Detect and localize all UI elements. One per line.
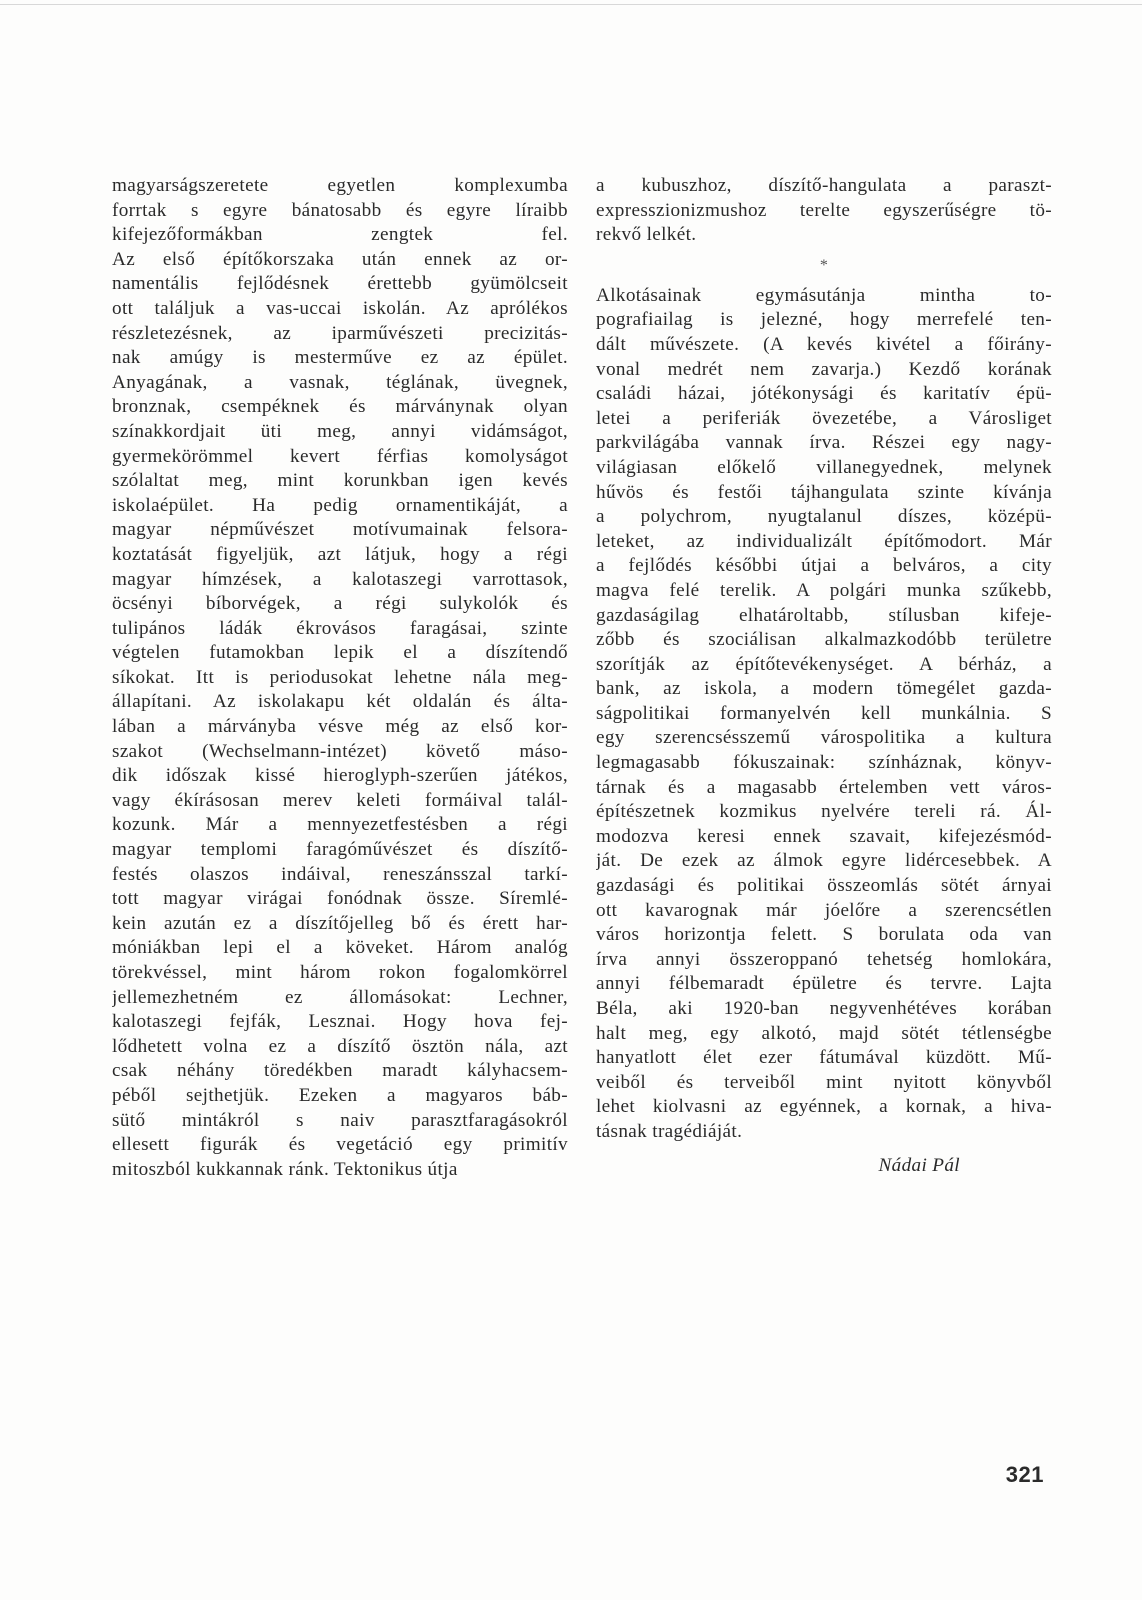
text-line: parkvilágába vannak írva. Részei egy nagy- xyxy=(596,432,1052,454)
text-line: Alkotásainak egymásutánja mintha to- xyxy=(596,284,1052,306)
text-line: lehet kiolvasni az egyénnek, a kornak, a hiva- xyxy=(596,1096,1052,1118)
text-line: veiből és terveiből mint nyitott könyvből xyxy=(596,1071,1052,1093)
text-line: Béla, aki 1920-ban negyvenhétéves korában xyxy=(596,998,1052,1019)
text-line: város horizontja felett. S borulata oda van xyxy=(596,924,1052,946)
text-line: lában a márványba vésve még az első kor- xyxy=(112,716,568,738)
text-line: csak néhány töredékben maradt kályhacsem- xyxy=(112,1060,568,1082)
text-line: kozunk. Már a mennyezetfestésben a régi xyxy=(112,814,568,836)
text-line: sütő mintákról s naiv parasztfaragásokról xyxy=(112,1109,568,1131)
author-signature: Nádai Pál xyxy=(878,1154,960,1176)
text-line: magva felé terelik. A polgári munka szűkebb, xyxy=(596,579,1052,601)
text-line: családi házai, jótékonysági és karitatív épü- xyxy=(596,383,1052,405)
text-line: dik időszak kissé hieroglyph-szerűen játékos, xyxy=(112,765,568,787)
text-line: ságpolitikai formanyelvén kell munkálnia. S xyxy=(596,702,1052,724)
text-line: szakot (Wechselmann-intézet) követő máso- xyxy=(112,740,568,762)
text-line: öcsényi bíborvégek, a régi sulykolók és xyxy=(112,593,568,615)
text-line: bronznak, csempéknek és márványnak olyan xyxy=(112,396,568,418)
text-line: halt meg, egy alkotó, majd sötét tétlenségbe xyxy=(596,1022,1052,1044)
text-line: kifejezőformákban zengtek fel. xyxy=(112,224,568,246)
text-line: tárnak és a magasabb értelemben vett város- xyxy=(596,776,1052,798)
text-line: péből sejthetjük. Ezeken a magyaros báb- xyxy=(112,1084,568,1106)
text-line: leteket, az individualizált építőmodort. Már xyxy=(596,530,1052,552)
text-line: részletezésnek, az iparművészeti precizitás- xyxy=(112,322,568,344)
text-line: egy szerencsésszemű várospolitika a kultura xyxy=(596,727,1052,749)
text-line: a kubuszhoz, díszítő-hangulata a paraszt- xyxy=(596,175,1052,196)
text-line: modozva keresi ennek szavait, kifejezésmód- xyxy=(596,825,1052,847)
text-line: ját. De ezek az álmok egyre lidércesebbek. A xyxy=(596,850,1052,872)
text-line: letei a periferiák övezetébe, a Városliget xyxy=(596,407,1052,429)
text-line: tulipános ládák ékrovásos faragásai, szinte xyxy=(112,617,568,639)
text-line: építészetnek kozmikus nyelvére tereli rá. Ál- xyxy=(596,801,1052,823)
text-line: végtelen futamokban lepik el a díszítendő xyxy=(112,642,568,664)
text-line: hanyatlott élet ezer fátumával küzdött. Mű- xyxy=(596,1047,1052,1069)
text-line: tásnak tragédiáját. xyxy=(596,1120,743,1142)
text-line: színakkordjait üti meg, annyi vidámságot, xyxy=(112,420,568,442)
text-line: ellesett figurák és vegetáció egy primitív xyxy=(112,1134,568,1156)
section-divider-asterisk: * xyxy=(819,256,829,274)
text-line: kalotaszegi fejfák, Lesznai. Hogy hova fej- xyxy=(112,1011,568,1033)
text-line: expresszionizmushoz terelte egyszerűségre tö- xyxy=(596,199,1052,221)
text-line: nak amúgy is mesterműve ez az épület. xyxy=(112,347,568,369)
text-line: szorítják az építőtevékenységet. A bérház, a xyxy=(596,653,1052,675)
text-line: lődhetett volna ez a díszítő ösztön nála, azt xyxy=(112,1035,568,1057)
text-line: forrtak s egyre bánatosabb és egyre líraibb xyxy=(112,199,568,221)
text-line: gazdasági és politikai összeomlás sötét árnyai xyxy=(596,875,1052,897)
right-text-column xyxy=(596,174,1052,1179)
text-line: vonal medrét nem zavarja.) Kezdő korának xyxy=(596,358,1052,380)
text-line: vagy ékírásosan merev keleti formáival talál- xyxy=(112,789,568,811)
text-line: törekvéssel, mint három rokon fogalomkörrel xyxy=(112,962,568,983)
text-line: szólaltat meg, mint korunkban igen kevés xyxy=(112,470,568,492)
text-line: hűvös és festői tájhangulata szinte kívánja xyxy=(596,481,1052,503)
right-column-continuation xyxy=(596,174,1052,248)
text-line: tott magyar virágai fonódnak össze. Síremlé- xyxy=(112,888,568,910)
text-line: a polychrom, nyugtalanul díszes, középü- xyxy=(596,506,1052,528)
text-line: magyar népművészet motívumainak felsora- xyxy=(112,519,568,541)
text-line: gazdaságilag elhatároltabb, stílusban kifeje- xyxy=(596,604,1052,626)
text-line: ott találjuk a vas-uccai iskolán. Az aprólékos xyxy=(112,297,568,319)
text-line: festés olaszos indáival, reneszánsszal tarkí- xyxy=(112,863,568,885)
text-line: bank, az iskola, a modern tömegélet gazda- xyxy=(596,678,1052,700)
text-line: mitoszból kukkannak ránk. Tektonikus útja xyxy=(112,1158,458,1180)
text-line: namentális fejlődésnek érettebb gyümölcseit xyxy=(112,273,568,295)
text-line: annyi félbemaradt épületre és tervre. Lajta xyxy=(596,973,1052,995)
top-edge-rule xyxy=(0,4,1142,5)
text-line: zőbb és szociálisan alkalmazkodóbb területre xyxy=(596,629,1052,651)
text-line: síkokat. Itt is periodusokat lehetne nála meg- xyxy=(112,666,568,688)
text-line: gyermekörömmel kevert férfias komolyságot xyxy=(112,445,568,467)
text-line: ott kavarognak már jóelőre a szerencsétlen xyxy=(596,899,1052,921)
text-line: magyar hímzések, a kalotaszegi varrottasok, xyxy=(112,568,568,590)
text-line: pografiailag is jelezné, hogy merrefelé ten- xyxy=(596,309,1052,331)
text-line: rekvő lelkét. xyxy=(596,224,697,246)
left-text-column xyxy=(112,174,568,1182)
text-line: legmagasabb fókuszainak: színháznak, könyv- xyxy=(596,752,1052,774)
right-column-paragraph xyxy=(596,284,1052,1145)
text-line: írva annyi összeroppanó tehetség homlokára, xyxy=(596,948,1052,970)
text-line: dált művészete. (A kevés kivétel a főirány- xyxy=(596,333,1052,355)
text-line: a fejlődés későbbi útjai a belváros, a city xyxy=(596,555,1052,577)
text-line: kein azután ez a díszítőjelleg bő és érett har- xyxy=(112,912,568,934)
text-line: móniákban lepi el a köveket. Három analóg xyxy=(112,937,568,959)
text-line: magyar templomi faragóművészet és díszítő- xyxy=(112,839,568,861)
text-line: világiasan előkelő villanegyednek, melynek xyxy=(596,456,1052,478)
text-line: iskolaépület. Ha pedig ornamentikáját, a xyxy=(112,494,568,516)
text-line: magyarságszeretete egyetlen komplexumba xyxy=(112,175,568,196)
text-line: jellemezhetném ez állomásokat: Lechner, xyxy=(112,986,568,1008)
text-line: Anyagának, a vasnak, téglának, üvegnek, xyxy=(112,371,568,393)
page-number: 321 xyxy=(1005,1462,1044,1487)
text-line: Az első építőkorszaka után ennek az or- xyxy=(112,248,568,270)
text-line: állapítani. Az iskolakapu két oldalán és álta- xyxy=(112,691,568,713)
text-line: koztatását figyeljük, azt látjuk, hogy a régi xyxy=(112,543,568,565)
